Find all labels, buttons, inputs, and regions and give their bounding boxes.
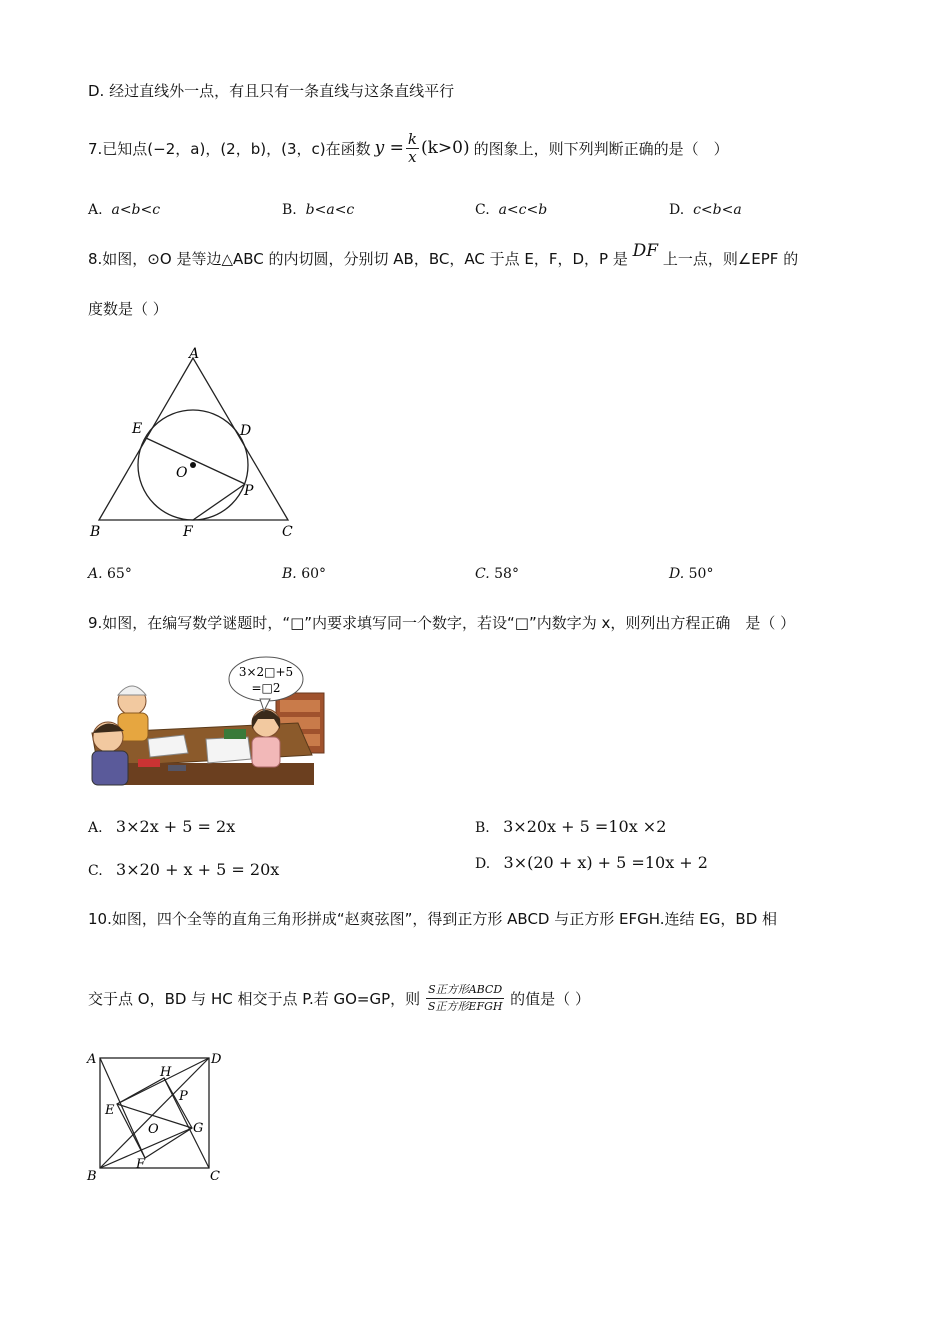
- q8-stem-after: 上一点，则∠EPF 的: [662, 250, 799, 268]
- q7-option-b[interactable]: [282, 202, 354, 218]
- option-text: 50°: [688, 566, 714, 582]
- label-c: C: [282, 524, 293, 540]
- q7-option-c[interactable]: [475, 202, 547, 218]
- option-text: 3×20x + 5 =10x ×2: [503, 817, 667, 836]
- option-label: B.: [282, 566, 297, 582]
- option-text: a<b<c: [111, 202, 161, 218]
- q8-option-b[interactable]: [282, 566, 326, 582]
- paper-sheet: [206, 737, 251, 763]
- option-label: B.: [475, 820, 490, 836]
- option-label: A.: [88, 202, 103, 218]
- option-text: 3×20 + x + 5 = 20x: [116, 860, 280, 879]
- q10-stem-before: 交于点 O，BD 与 HC 相交于点 P.若 GO=GP，则: [88, 989, 421, 1008]
- option-label: A.: [88, 566, 103, 582]
- q9-stem: 9.如图，在编写数学谜题时，“□”内要求填写同一个数字，若设“□”内数字为 x，则列出方程正确 是（ ）: [88, 614, 796, 632]
- option-text: 3×2x + 5 = 2x: [115, 817, 236, 836]
- label-d: D: [211, 1052, 222, 1067]
- option-text: 3×(20 + x) + 5 =10x + 2: [503, 853, 708, 872]
- option-label: C.: [88, 863, 103, 879]
- q7-option-a[interactable]: [88, 202, 160, 218]
- q7-option-d[interactable]: [669, 202, 742, 218]
- q7-func-num: k: [407, 129, 417, 148]
- label-f: F: [183, 524, 193, 540]
- q9-illustration: [88, 655, 326, 787]
- label-e: E: [105, 1103, 115, 1118]
- q8-option-d[interactable]: [669, 566, 713, 582]
- label-b: B: [87, 1169, 97, 1184]
- q7-func-y: y =: [374, 138, 404, 158]
- segment-ep: [146, 438, 245, 484]
- option-label: B.: [282, 202, 297, 218]
- q7-stem-before: 7.已知点(−2，a)，(2，b)，(3，c)在函数: [88, 139, 371, 158]
- q10-stem-after: 的值是（ ）: [510, 989, 590, 1008]
- label-c: C: [210, 1169, 220, 1184]
- q10-stem-line2: [88, 970, 590, 1026]
- bubble-line-1: 3×2□+5: [238, 665, 294, 679]
- label-b: B: [90, 524, 101, 540]
- label-a: A: [189, 346, 200, 362]
- center-o-dot: [190, 462, 196, 468]
- label-o: O: [176, 465, 188, 481]
- q10-figure: [84, 1046, 234, 1186]
- option-label: C.: [475, 566, 490, 582]
- bubble-line-2: =□2: [251, 681, 281, 695]
- label-e: E: [132, 421, 143, 437]
- label-p: P: [244, 483, 254, 499]
- q9-option-b[interactable]: [475, 817, 666, 836]
- q8-option-c[interactable]: [475, 566, 519, 582]
- q8-stem-line2: 度数是（ ）: [88, 300, 168, 318]
- option-text: 60°: [301, 566, 327, 582]
- q8-figure: [85, 338, 305, 546]
- option-label: A.: [88, 820, 103, 836]
- paper-sheet: [148, 735, 188, 757]
- q7-stem: [88, 125, 729, 171]
- option-text: a<c<b: [498, 202, 548, 218]
- q10-frac-num: S正方形ABCD: [426, 982, 504, 999]
- triangle-abc: [99, 358, 288, 520]
- label-d: D: [240, 423, 252, 439]
- label-g: G: [193, 1121, 204, 1136]
- option-text: b<a<c: [305, 202, 355, 218]
- label-a: A: [87, 1052, 97, 1067]
- q8-stem-before: 8.如图，⊙O 是等边△ABC 的内切圆，分别切 AB，BC，AC 于点 E，F，D，P 是: [88, 250, 628, 268]
- option-label: D.: [669, 202, 685, 218]
- segment-fp: [193, 484, 245, 520]
- option-text: c<b<a: [693, 202, 742, 218]
- q9-option-d[interactable]: [475, 853, 708, 872]
- label-f: F: [136, 1157, 146, 1172]
- option-label: C.: [475, 202, 490, 218]
- label-p: P: [179, 1089, 188, 1104]
- option-text: 65°: [107, 566, 132, 582]
- q8-stem-line1: [88, 241, 799, 269]
- q7-func-cond: (k>0): [420, 138, 470, 158]
- label-o: O: [148, 1122, 159, 1137]
- q7-func-den: x: [408, 147, 417, 166]
- q10-stem-line1: 10.如图，四个全等的直角三角形拼成“赵爽弦图”，得到正方形 ABCD 与正方形 EFGH.连结 EG，BD 相: [88, 910, 778, 928]
- q6-option-d: D. 经过直线外一点，有且只有一条直线与这条直线平行: [88, 82, 455, 100]
- q7-stem-after: 的图象上，则下列判断正确的是（ ）: [473, 139, 729, 158]
- option-label: D.: [475, 856, 491, 872]
- option-text: 58°: [494, 566, 519, 582]
- option-label: D.: [669, 566, 685, 582]
- q9-option-c[interactable]: [88, 860, 279, 879]
- q9-option-a[interactable]: [88, 817, 235, 836]
- q7-func-fraction: [406, 131, 419, 166]
- q10-frac-den: S正方形EFGH: [427, 999, 503, 1013]
- q8-option-a[interactable]: [88, 566, 132, 582]
- label-h: H: [160, 1065, 172, 1080]
- q10-area-fraction: [426, 982, 504, 1015]
- q8-arc-label: DF: [632, 241, 659, 261]
